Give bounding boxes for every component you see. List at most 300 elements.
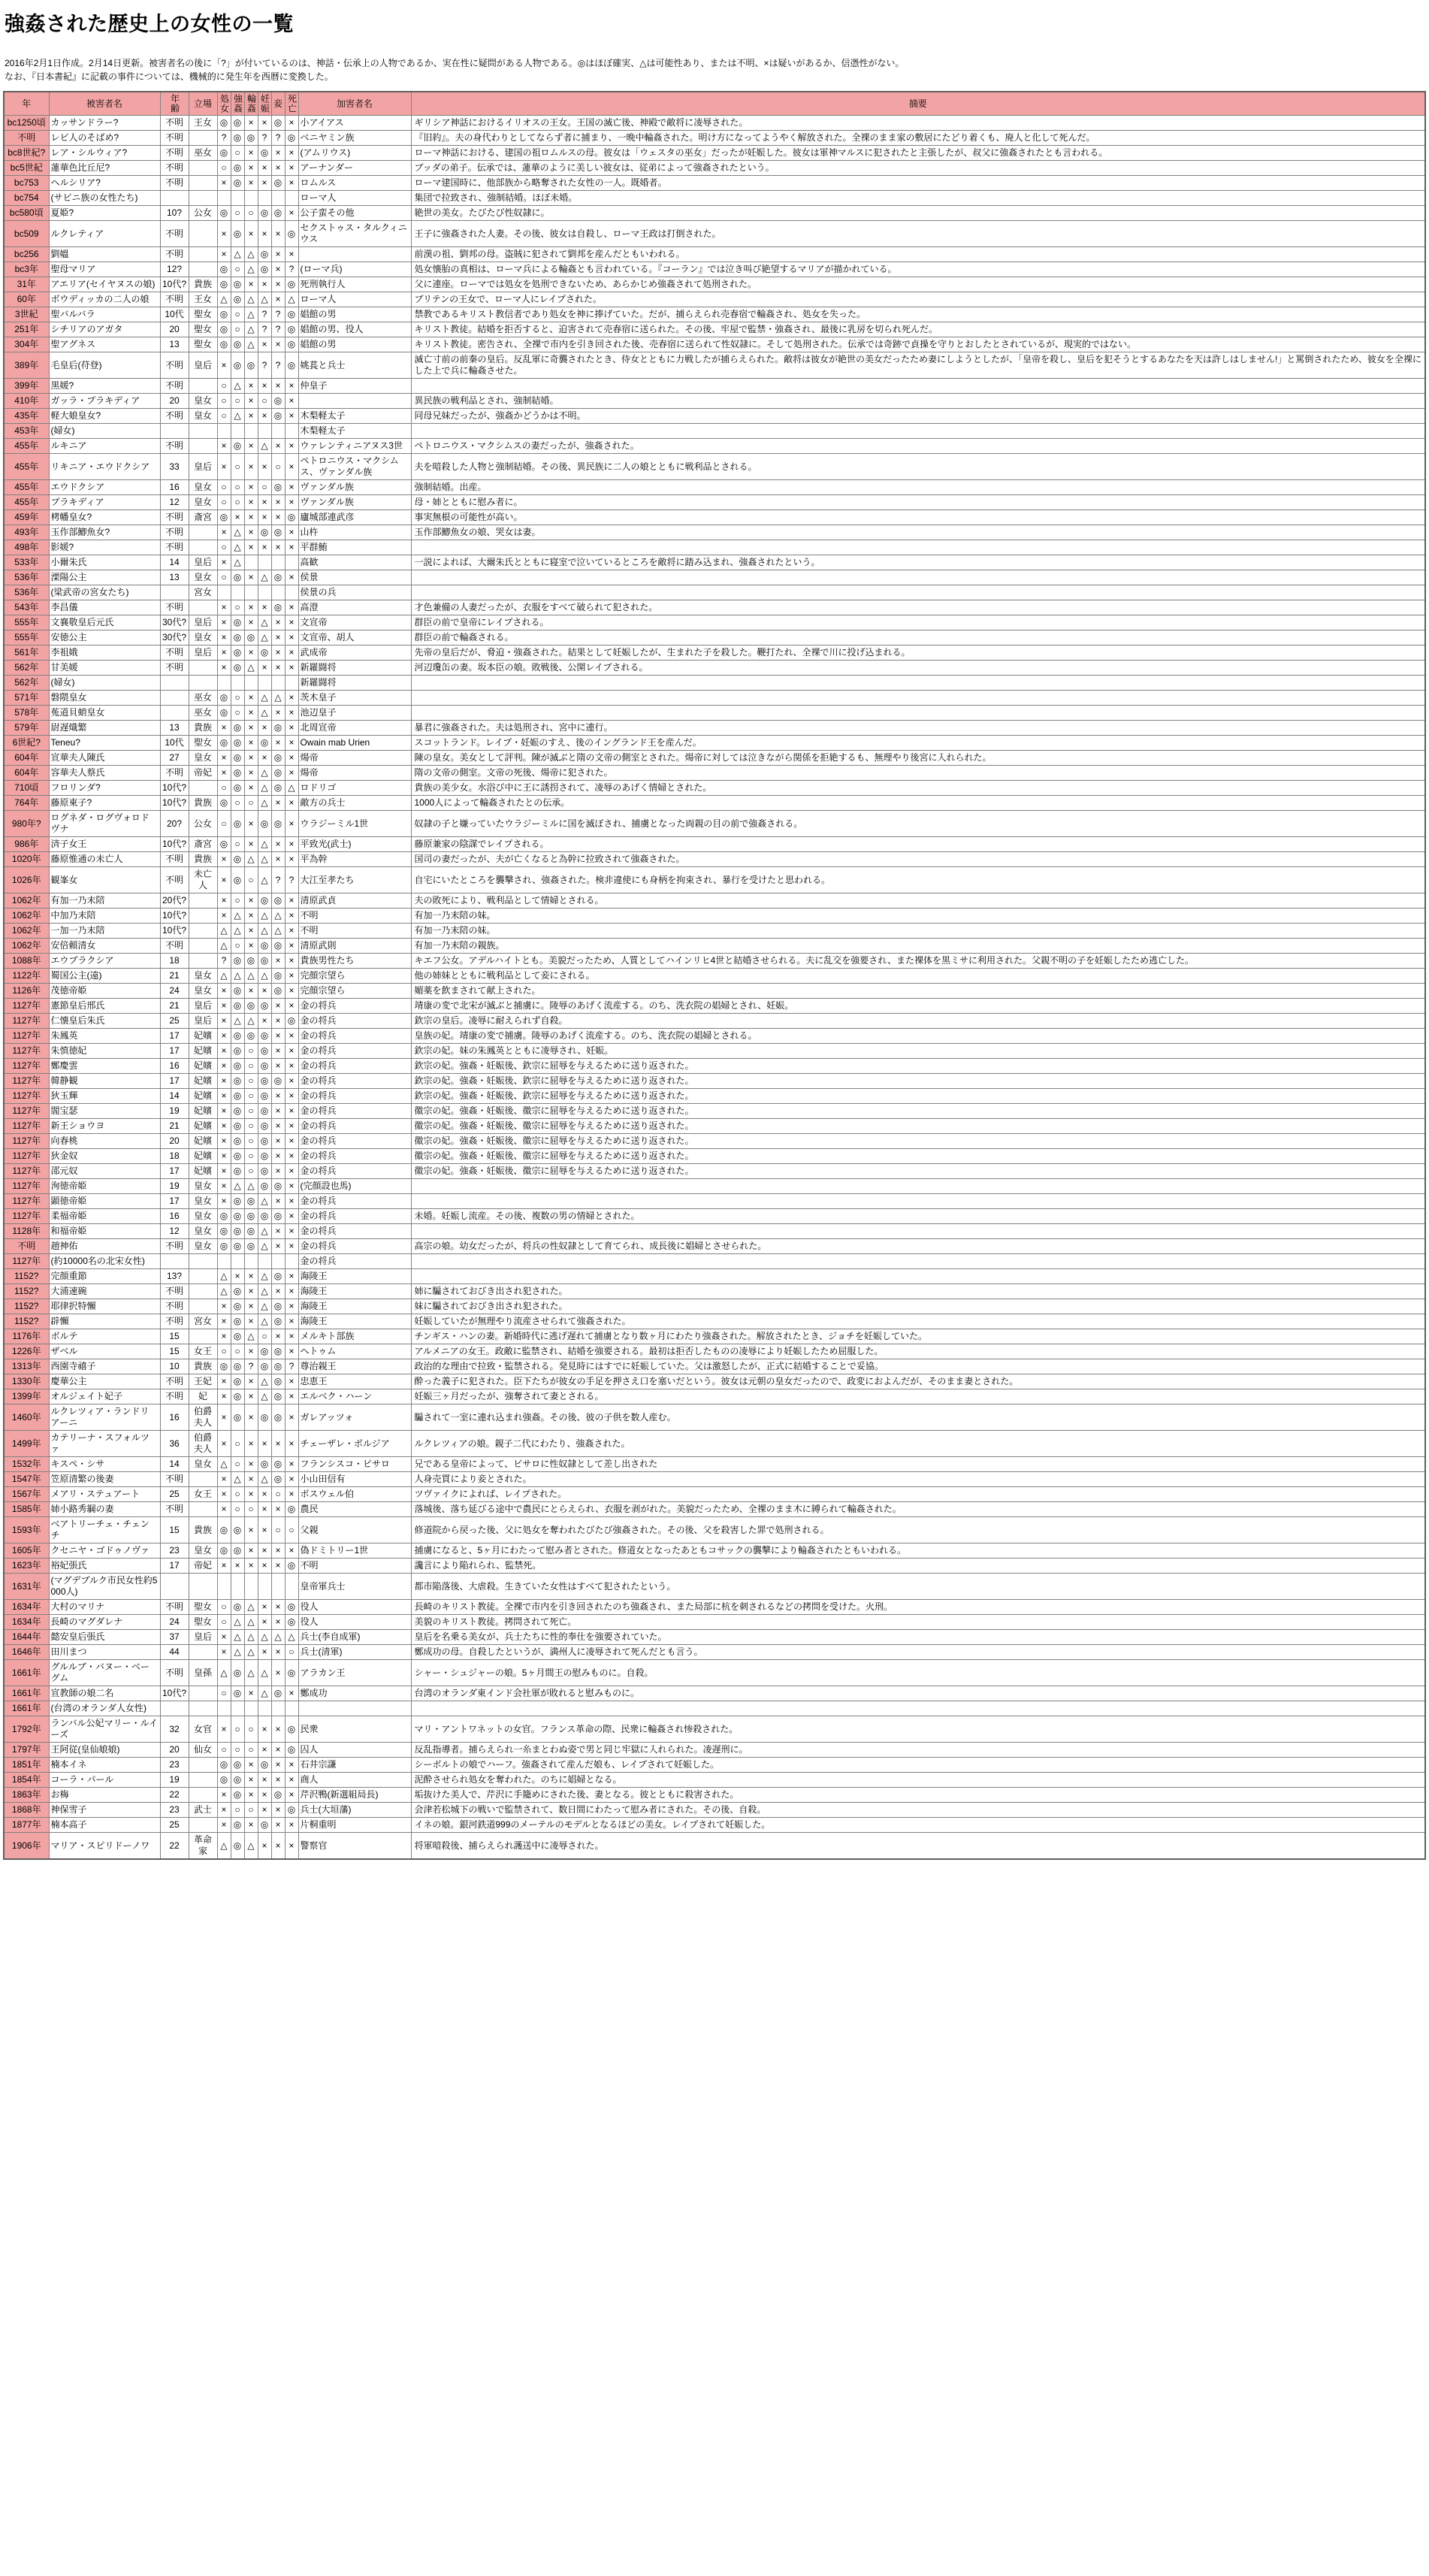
cell-mark-death: × — [285, 736, 298, 751]
cell-age: 10 — [160, 1359, 189, 1374]
cell-perpetrator: (ローマ兵) — [298, 262, 411, 277]
cell-victim-name: 栲幡皇女? — [49, 510, 160, 525]
cell-position: 皇女 — [189, 1194, 217, 1209]
cell-mark-pregnancy: △ — [258, 781, 271, 796]
cell-mark-rape: ◎ — [231, 781, 244, 796]
cell-mark-concubine — [271, 1701, 285, 1716]
header-year: 年 — [4, 92, 49, 116]
cell-mark-virgin: ◎ — [217, 1209, 231, 1224]
cell-age: 15 — [160, 1329, 189, 1344]
cell-perpetrator: 民衆 — [298, 1716, 411, 1743]
cell-mark-pregnancy: ◎ — [258, 646, 271, 661]
cell-mark-virgin: ◎ — [217, 1543, 231, 1559]
cell-mark-concubine: × — [271, 706, 285, 721]
cell-year: 1877年 — [4, 1818, 49, 1833]
cell-mark-concubine: × — [271, 1758, 285, 1773]
cell-mark-rape: ◎ — [231, 570, 244, 585]
cell-age: 17 — [160, 1194, 189, 1209]
header-position: 立場 — [189, 92, 217, 116]
cell-age — [160, 676, 189, 691]
cell-mark-pregnancy: ◎ — [258, 1359, 271, 1374]
table-row — [4, 1773, 1425, 1788]
cell-year: 1152? — [4, 1299, 49, 1314]
cell-mark-gangrape: △ — [244, 247, 258, 262]
cell-position — [189, 1773, 217, 1788]
cell-mark-pregnancy: △ — [258, 1224, 271, 1239]
cell-year: 561年 — [4, 646, 49, 661]
cell-summary: 暴君に強姦された。夫は処刑され、宮中に連行。 — [411, 721, 1425, 736]
cell-victim-name: (梁武帝の宮女たち) — [49, 585, 160, 600]
cell-perpetrator: 新羅闘将 — [298, 676, 411, 691]
cell-mark-virgin: × — [217, 751, 231, 766]
cell-mark-virgin: ○ — [217, 540, 231, 555]
cell-position: 皇女 — [189, 480, 217, 495]
cell-position — [189, 424, 217, 439]
cell-mark-virgin: × — [217, 1329, 231, 1344]
cell-mark-virgin: × — [217, 1029, 231, 1044]
cell-mark-gangrape: △ — [244, 1660, 258, 1686]
cell-mark-rape: ◎ — [231, 1314, 244, 1329]
intro-line-2: なお、『日本書紀』に記載の事件については、機械的に発生年を西暦に変換した。 — [5, 71, 334, 82]
cell-mark-rape: ◎ — [231, 736, 244, 751]
cell-age: 不明 — [160, 176, 189, 191]
cell-mark-virgin: × — [217, 1089, 231, 1104]
cell-summary: 妊娠していたが無理やり流産させられて強姦された。 — [411, 1314, 1425, 1329]
table-row — [4, 999, 1425, 1014]
cell-victim-name: 楠本高子 — [49, 1818, 160, 1833]
cell-position — [189, 262, 217, 277]
table-row — [4, 615, 1425, 630]
cell-mark-concubine: × — [271, 1014, 285, 1029]
cell-mark-death — [285, 1574, 298, 1600]
table-row — [4, 1660, 1425, 1686]
table-row — [4, 570, 1425, 585]
cell-summary: 媚薬を飲まされて献上された。 — [411, 984, 1425, 999]
cell-perpetrator: 文宣帝、胡人 — [298, 630, 411, 646]
cell-mark-rape: ○ — [231, 307, 244, 322]
cell-mark-concubine: ◎ — [271, 969, 285, 984]
cell-mark-concubine: × — [271, 837, 285, 852]
cell-position: 帝妃 — [189, 766, 217, 781]
cell-year: 1661年 — [4, 1701, 49, 1716]
cell-year: 1661年 — [4, 1686, 49, 1701]
cell-year: 536年 — [4, 570, 49, 585]
cell-summary: 泥酔させられ処女を奪われた。のちに娼婦となる。 — [411, 1773, 1425, 1788]
cell-mark-death: × — [285, 969, 298, 984]
cell-year: 1226年 — [4, 1344, 49, 1359]
cell-mark-rape: ◎ — [231, 439, 244, 454]
cell-mark-gangrape: × — [244, 1472, 258, 1487]
table-body — [4, 116, 1425, 1860]
cell-age: 23 — [160, 1803, 189, 1818]
cell-mark-pregnancy — [258, 585, 271, 600]
cell-mark-death: ? — [285, 867, 298, 893]
cell-mark-virgin: × — [217, 1645, 231, 1660]
cell-mark-gangrape: × — [244, 736, 258, 751]
cell-mark-pregnancy: △ — [258, 1239, 271, 1254]
cell-age: 19 — [160, 1773, 189, 1788]
cell-mark-virgin: × — [217, 1803, 231, 1818]
cell-mark-gangrape: × — [244, 1284, 258, 1299]
cell-summary: 才色兼備の人妻だったが、衣服をすべて破られて犯された。 — [411, 600, 1425, 615]
cell-mark-pregnancy: ◎ — [258, 811, 271, 837]
cell-mark-death: × — [285, 116, 298, 131]
cell-victim-name: (台湾のオランダ人女性) — [49, 1701, 160, 1716]
cell-mark-pregnancy: ? — [258, 131, 271, 146]
cell-perpetrator: 警察官 — [298, 1833, 411, 1860]
cell-position — [189, 191, 217, 206]
cell-year: bc753 — [4, 176, 49, 191]
table-row — [4, 585, 1425, 600]
cell-mark-pregnancy: ○ — [258, 394, 271, 409]
cell-victim-name: 趙神佑 — [49, 1239, 160, 1254]
cell-victim-name: 中加乃末陪 — [49, 909, 160, 924]
cell-mark-virgin: × — [217, 1472, 231, 1487]
cell-victim-name: 邵元奴 — [49, 1164, 160, 1179]
cell-mark-pregnancy: × — [258, 409, 271, 424]
cell-mark-death: × — [285, 852, 298, 867]
cell-mark-concubine: × — [271, 1134, 285, 1149]
cell-age: 不明 — [160, 146, 189, 161]
table-row — [4, 1329, 1425, 1344]
cell-victim-name: 大村のマリナ — [49, 1600, 160, 1615]
cell-position: 王女 — [189, 292, 217, 307]
cell-mark-gangrape: △ — [244, 307, 258, 322]
cell-age: 15 — [160, 1517, 189, 1543]
cell-mark-concubine: ◎ — [271, 984, 285, 999]
cell-mark-rape: ◎ — [231, 1164, 244, 1179]
page-title: 強姦された歴史上の女性の一覧 — [5, 13, 294, 35]
cell-mark-death: × — [285, 691, 298, 706]
table-row — [4, 510, 1425, 525]
cell-mark-death: × — [285, 837, 298, 852]
cell-mark-rape: △ — [231, 969, 244, 984]
cell-mark-concubine: × — [271, 1600, 285, 1615]
cell-mark-virgin: × — [217, 221, 231, 247]
cell-mark-rape: × — [231, 1269, 244, 1284]
cell-victim-name: 西園寺禧子 — [49, 1359, 160, 1374]
cell-mark-pregnancy: △ — [258, 1374, 271, 1389]
cell-mark-gangrape: × — [244, 176, 258, 191]
cell-mark-virgin: ◎ — [217, 837, 231, 852]
cell-mark-virgin: ◎ — [217, 1359, 231, 1374]
cell-mark-death: × — [285, 525, 298, 540]
cell-year: 455年 — [4, 454, 49, 480]
cell-mark-gangrape: × — [244, 811, 258, 837]
cell-mark-concubine: × — [271, 1660, 285, 1686]
cell-perpetrator: 完顔宗望ら — [298, 984, 411, 999]
cell-age — [160, 585, 189, 600]
cell-mark-concubine — [271, 191, 285, 206]
cell-victim-name: 小爾朱氏 — [49, 555, 160, 570]
cell-mark-gangrape: ◎ — [244, 954, 258, 969]
cell-mark-death: × — [285, 721, 298, 736]
cell-position: 女官 — [189, 1716, 217, 1743]
cell-year: 455年 — [4, 439, 49, 454]
cell-position — [189, 1645, 217, 1660]
cell-year: 1026年 — [4, 867, 49, 893]
table-row — [4, 1743, 1425, 1758]
cell-mark-rape — [231, 585, 244, 600]
cell-mark-gangrape: × — [244, 615, 258, 630]
cell-mark-pregnancy: △ — [258, 1472, 271, 1487]
cell-mark-pregnancy: ◎ — [258, 893, 271, 909]
cell-victim-name: 溧陽公主 — [49, 570, 160, 585]
cell-mark-death: ○ — [285, 1645, 298, 1660]
cell-mark-rape: ◎ — [231, 1686, 244, 1701]
cell-summary: 貴族の美少女。水浴び中に王に誘拐されて、凌辱のあげく情婦とされた。 — [411, 781, 1425, 796]
cell-mark-gangrape: × — [244, 510, 258, 525]
cell-summary: 一説によれば、大爾朱氏とともに寝室で泣いているところを敵将に踏み込まれ、強姦されたという。 — [411, 555, 1425, 570]
cell-mark-rape: ○ — [231, 495, 244, 510]
cell-mark-concubine: × — [271, 1615, 285, 1630]
cell-mark-death: × — [285, 1179, 298, 1194]
cell-mark-rape: △ — [231, 1645, 244, 1660]
cell-mark-death: ◎ — [285, 1743, 298, 1758]
cell-perpetrator: 廬城部連武彦 — [298, 510, 411, 525]
cell-year: 1127年 — [4, 1179, 49, 1194]
cell-mark-pregnancy: ◎ — [258, 1134, 271, 1149]
cell-age: 17 — [160, 1044, 189, 1059]
cell-mark-gangrape: × — [244, 1559, 258, 1574]
cell-perpetrator: 兵士(李自成軍) — [298, 1630, 411, 1645]
cell-mark-virgin: ○ — [217, 1600, 231, 1615]
cell-age: 22 — [160, 1788, 189, 1803]
cell-perpetrator: 木梨軽太子 — [298, 424, 411, 439]
table-row — [4, 1788, 1425, 1803]
cell-perpetrator: エルベク・ハーン — [298, 1389, 411, 1404]
cell-mark-pregnancy: ◎ — [258, 1089, 271, 1104]
cell-mark-death: × — [285, 394, 298, 409]
cell-age: 10代? — [160, 781, 189, 796]
cell-age: 14 — [160, 1457, 189, 1472]
cell-position — [189, 909, 217, 924]
cell-summary: 台湾のオランダ東インド会社軍が敗れると慰みものに。 — [411, 1686, 1425, 1701]
cell-mark-gangrape — [244, 424, 258, 439]
cell-mark-pregnancy: ◎ — [258, 206, 271, 221]
cell-mark-concubine: × — [271, 495, 285, 510]
table-row — [4, 540, 1425, 555]
table-row — [4, 495, 1425, 510]
cell-victim-name: 甘美媛 — [49, 661, 160, 676]
cell-victim-name: ログネダ・ログヴォロドヴナ — [49, 811, 160, 837]
cell-mark-death: × — [285, 1758, 298, 1773]
cell-mark-virgin: × — [217, 1074, 231, 1089]
cell-mark-rape — [231, 676, 244, 691]
cell-mark-virgin: × — [217, 1559, 231, 1574]
cell-mark-death: × — [285, 924, 298, 939]
cell-summary: 陳の皇女。美女として評判。陳が滅ぶと隋の文帝の側室とされた。煬帝に対しては泣きながら関係を拒絶するも、無理やり後宮に入れられた。 — [411, 751, 1425, 766]
cell-mark-rape: ○ — [231, 691, 244, 706]
cell-mark-pregnancy: ◎ — [258, 939, 271, 954]
cell-year: 1062年 — [4, 909, 49, 924]
cell-mark-gangrape: × — [244, 924, 258, 939]
cell-victim-name: オルジェイト妃子 — [49, 1389, 160, 1404]
cell-mark-death: ◎ — [285, 510, 298, 525]
cell-summary: ペトロニウス・マクシムスの妻だったが、強姦された。 — [411, 439, 1425, 454]
cell-mark-death: ◎ — [285, 1615, 298, 1630]
cell-mark-rape: ◎ — [231, 615, 244, 630]
cell-mark-pregnancy: × — [258, 1833, 271, 1860]
cell-summary: 長崎のキリスト教徒。全裸で市内を引き回されたのち強姦され、また局部に杭を刺されるなどの拷問を受けた。火刑。 — [411, 1600, 1425, 1615]
cell-victim-name: 有加一乃末陪 — [49, 893, 160, 909]
cell-mark-death: × — [285, 1472, 298, 1487]
cell-mark-rape: ◎ — [231, 116, 244, 131]
cell-mark-gangrape: × — [244, 161, 258, 176]
cell-victim-name: 耶律択特懶 — [49, 1299, 160, 1314]
cell-victim-name: フロリンダ? — [49, 781, 160, 796]
cell-mark-gangrape: ◎ — [244, 352, 258, 379]
cell-victim-name: 夏姫? — [49, 206, 160, 221]
cell-mark-gangrape: △ — [244, 1615, 258, 1630]
cell-age: 23 — [160, 1543, 189, 1559]
cell-mark-rape: ○ — [231, 146, 244, 161]
table-row — [4, 555, 1425, 570]
cell-mark-rape: △ — [231, 409, 244, 424]
cell-victim-name: 文襄敬皇后元氏 — [49, 615, 160, 630]
cell-victim-name: カッサンドラー? — [49, 116, 160, 131]
cell-position — [189, 1574, 217, 1600]
cell-mark-concubine: × — [271, 337, 285, 352]
cell-mark-death: × — [285, 1457, 298, 1472]
cell-mark-death: ◎ — [285, 322, 298, 337]
cell-position — [189, 540, 217, 555]
cell-mark-rape: ◎ — [231, 1074, 244, 1089]
cell-summary: 群臣の前で皇帝にレイプされる。 — [411, 615, 1425, 630]
cell-mark-rape: ○ — [231, 322, 244, 337]
cell-mark-gangrape: × — [244, 1431, 258, 1457]
cell-mark-death: × — [285, 1284, 298, 1299]
cell-mark-gangrape: ○ — [244, 1164, 258, 1179]
cell-mark-rape: ○ — [231, 206, 244, 221]
cell-victim-name: ルキニア — [49, 439, 160, 454]
cell-mark-concubine: × — [271, 1833, 285, 1860]
cell-mark-pregnancy: ◎ — [258, 1404, 271, 1431]
cell-mark-gangrape: ◎ — [244, 999, 258, 1014]
table-row — [4, 676, 1425, 691]
cell-mark-virgin: × — [217, 1104, 231, 1119]
table-row — [4, 206, 1425, 221]
cell-mark-pregnancy — [258, 424, 271, 439]
cell-mark-virgin — [217, 585, 231, 600]
cell-age: 不明 — [160, 352, 189, 379]
cell-position — [189, 781, 217, 796]
cell-victim-name: ボルテ — [49, 1329, 160, 1344]
cell-mark-death: × — [285, 1344, 298, 1359]
cell-mark-concubine — [271, 1574, 285, 1600]
cell-summary: 先帝の皇后だが、脅迫・強姦された。結果として妊娠したが、生まれた子を殺した。鞭打たれ、全裸で川に投げ込まれる。 — [411, 646, 1425, 661]
cell-age: 18 — [160, 1149, 189, 1164]
cell-year: 399年 — [4, 379, 49, 394]
cell-perpetrator: ヴァンダル族 — [298, 495, 411, 510]
table-row — [4, 661, 1425, 676]
cell-mark-pregnancy: △ — [258, 1630, 271, 1645]
cell-year: 1661年 — [4, 1660, 49, 1686]
cell-mark-concubine: ◎ — [271, 570, 285, 585]
cell-age: 20 — [160, 394, 189, 409]
cell-mark-concubine: × — [271, 661, 285, 676]
cell-mark-pregnancy: × — [258, 1788, 271, 1803]
cell-position: 貴族 — [189, 721, 217, 736]
cell-mark-virgin: × — [217, 525, 231, 540]
cell-perpetrator: ヴァンダル族 — [298, 480, 411, 495]
cell-victim-name: 裕妃張氏 — [49, 1559, 160, 1574]
cell-year: bc5世紀 — [4, 161, 49, 176]
table-row — [4, 1645, 1425, 1660]
cell-mark-pregnancy: ◎ — [258, 1818, 271, 1833]
cell-mark-virgin: × — [217, 1374, 231, 1389]
cell-mark-gangrape: × — [244, 766, 258, 781]
table-row — [4, 176, 1425, 191]
cell-perpetrator: 海陵王 — [298, 1314, 411, 1329]
cell-summary: ブッダの弟子。伝承では、蓮華のように美しい彼女は、従弟によって強姦されたという。 — [411, 161, 1425, 176]
table-row — [4, 221, 1425, 247]
cell-mark-rape: ◎ — [231, 352, 244, 379]
cell-perpetrator: 平為幹 — [298, 852, 411, 867]
cell-mark-death: × — [285, 811, 298, 837]
cell-mark-concubine: × — [271, 1044, 285, 1059]
cell-position — [189, 954, 217, 969]
cell-age: 30代? — [160, 630, 189, 646]
cell-mark-gangrape: × — [244, 525, 258, 540]
cell-position: 皇女 — [189, 984, 217, 999]
cell-mark-concubine: ◎ — [271, 1457, 285, 1472]
cell-mark-death: × — [285, 1543, 298, 1559]
cell-perpetrator: 茨木皇子 — [298, 691, 411, 706]
cell-mark-concubine: × — [271, 615, 285, 630]
cell-mark-rape: ○ — [231, 454, 244, 480]
cell-mark-virgin: × — [217, 1179, 231, 1194]
cell-perpetrator: 侯景 — [298, 570, 411, 585]
table-row — [4, 969, 1425, 984]
cell-mark-death — [285, 555, 298, 570]
cell-mark-virgin: ◎ — [217, 307, 231, 322]
cell-age: 25 — [160, 1014, 189, 1029]
cell-mark-concubine: × — [271, 1743, 285, 1758]
cell-perpetrator: 文宣帝 — [298, 615, 411, 630]
cell-mark-virgin: ◎ — [217, 706, 231, 721]
cell-position: 皇后 — [189, 352, 217, 379]
cell-victim-name: お梅 — [49, 1788, 160, 1803]
cell-perpetrator: 鄭成功 — [298, 1686, 411, 1701]
cell-perpetrator: 娼館の男、役人 — [298, 322, 411, 337]
cell-perpetrator: 金の将兵 — [298, 1239, 411, 1254]
cell-summary: 修道院から戻った後、父に処女を奪われたびたび強姦された。その後、父を殺害した罪で処刑される。 — [411, 1517, 1425, 1543]
cell-mark-virgin: ○ — [217, 570, 231, 585]
cell-mark-gangrape: × — [244, 751, 258, 766]
cell-mark-rape: ○ — [231, 1743, 244, 1758]
cell-mark-virgin: × — [217, 247, 231, 262]
cell-age: 16 — [160, 1404, 189, 1431]
cell-mark-gangrape: × — [244, 1389, 258, 1404]
table-row — [4, 1119, 1425, 1134]
cell-perpetrator: 役人 — [298, 1600, 411, 1615]
cell-mark-death: × — [285, 1209, 298, 1224]
cell-position — [189, 676, 217, 691]
cell-age: 20 — [160, 322, 189, 337]
cell-summary: 禁教であるキリスト教信者であり処女を神に捧げていた。だが、捕らえられ売春宿で輪姦され、処女を失った。 — [411, 307, 1425, 322]
cell-position: 皇女 — [189, 394, 217, 409]
cell-perpetrator: 敵方の兵士 — [298, 796, 411, 811]
cell-age: 10代 — [160, 736, 189, 751]
cell-mark-death: × — [285, 1773, 298, 1788]
cell-mark-rape: △ — [231, 909, 244, 924]
cell-mark-gangrape: × — [244, 1517, 258, 1543]
cell-mark-death: × — [285, 1269, 298, 1284]
cell-mark-virgin: ◎ — [217, 146, 231, 161]
cell-perpetrator: 北周宣帝 — [298, 721, 411, 736]
cell-mark-death: × — [285, 1686, 298, 1701]
